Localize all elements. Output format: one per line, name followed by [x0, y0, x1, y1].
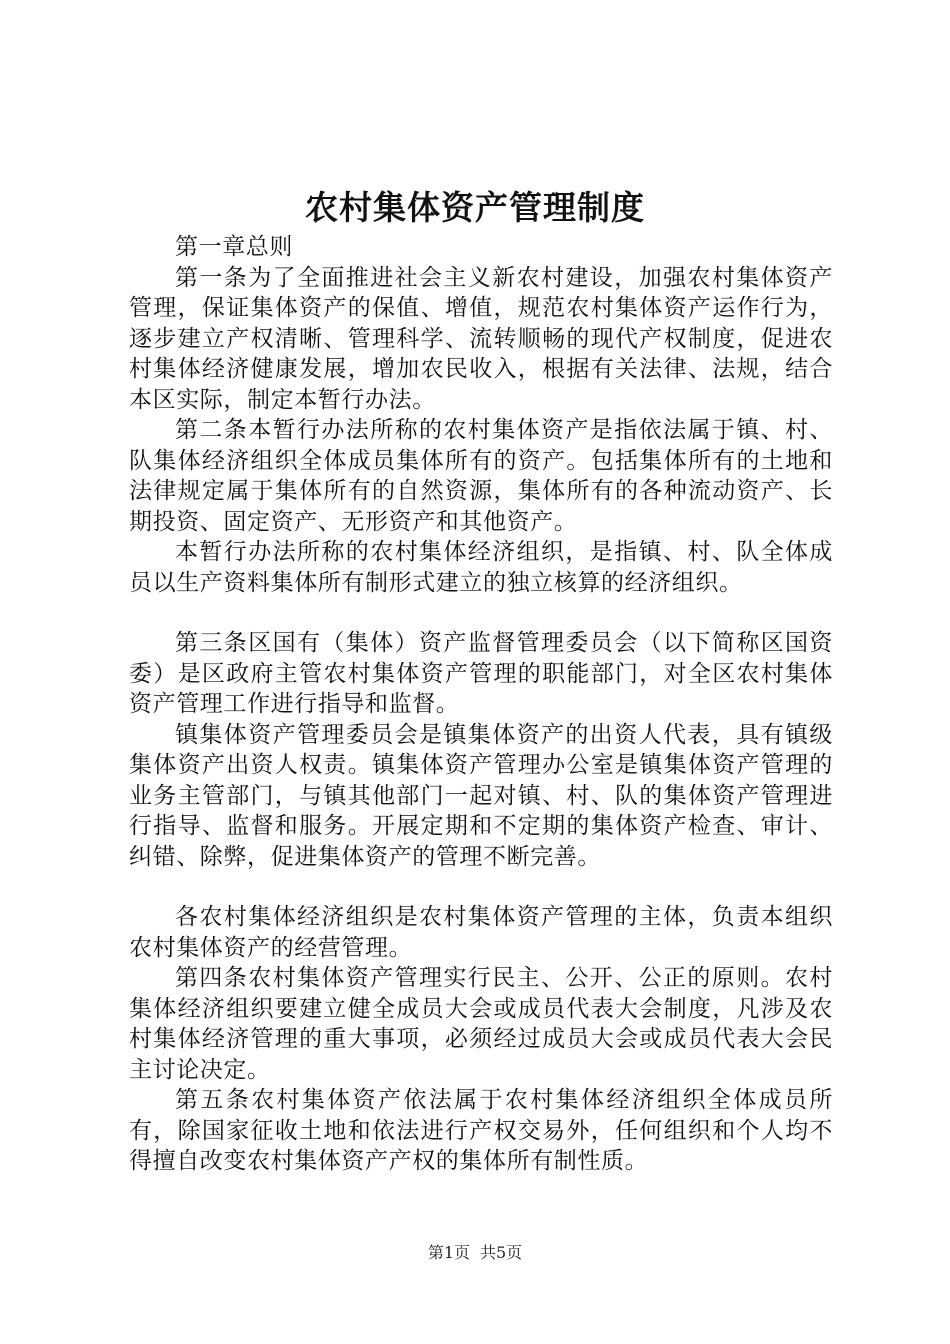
chapter-heading: 第一章总则 [175, 234, 293, 260]
page-number: 第1页 [427, 1243, 470, 1262]
page-footer [0, 1243, 950, 1263]
document-body [129, 232, 833, 1177]
article-2-clause: 本暂行办法所称的农村集体经济组织，是指镇、村、队全体成员以生产资料集体所有制形式建立的独立核算的经济组织。 [129, 539, 833, 596]
page-total: 共5页 [480, 1243, 523, 1262]
article-3-clause-town: 镇集体资产管理委员会是镇集体资产的出资人代表，具有镇级集体资产出资人权责。镇集体资产管理办公室是镇集体资产管理的业务主管部门，与镇其他部门一起对镇、村、队的集体资产管理进行指导、监督和服务。开展定期和不定期的集体资产检查、审计、纠错、除弊，促进集体资产的管理不断完善。 [129, 721, 833, 870]
article-1: 第一条为了全面推进社会主义新农村建设，加强农村集体资产管理，保证集体资产的保值、增值，规范农村集体资产运作行为，逐步建立产权清晰、管理科学、流转顺畅的现代产权制度，促进农村集体经济健康发展，增加农民收入，根据有关法律、法规，结合本区实际，制定本暂行办法。 [129, 264, 833, 413]
article-2: 第二条本暂行办法所称的农村集体资产是指依法属于镇、村、队集体经济组织全体成员集体所有的资产。包括集体所有的土地和法律规定属于集体所有的自然资源，集体所有的各种流动资产、长期投资、固定资产、无形资产和其他资产。 [129, 417, 833, 535]
article-5: 第五条农村集体资产依法属于农村集体经济组织全体成员所有，除国家征收土地和依法进行产权交易外，任何组织和个人均不得擅自改变农村集体资产产权的集体所有制性质。 [129, 1087, 833, 1174]
article-3-clause-org: 各农村集体经济组织是农村集体资产管理的主体，负责本组织农村集体资产的经营管理。 [129, 904, 833, 961]
article-4: 第四条农村集体资产管理实行民主、公开、公正的原则。农村集体经济组织要建立健全成员大会或成员代表大会制度，凡涉及农村集体经济管理的重大事项，必须经过成员大会或成员代表大会民主讨论决定。 [129, 965, 833, 1083]
article-3: 第三条区国有（集体）资产监督管理委员会（以下简称区国资委）是区政府主管农村集体资产管理的职能部门，对全区农村集体资产管理工作进行指导和监督。 [129, 630, 833, 717]
document-title: 农村集体资产管理制度 [305, 188, 645, 227]
